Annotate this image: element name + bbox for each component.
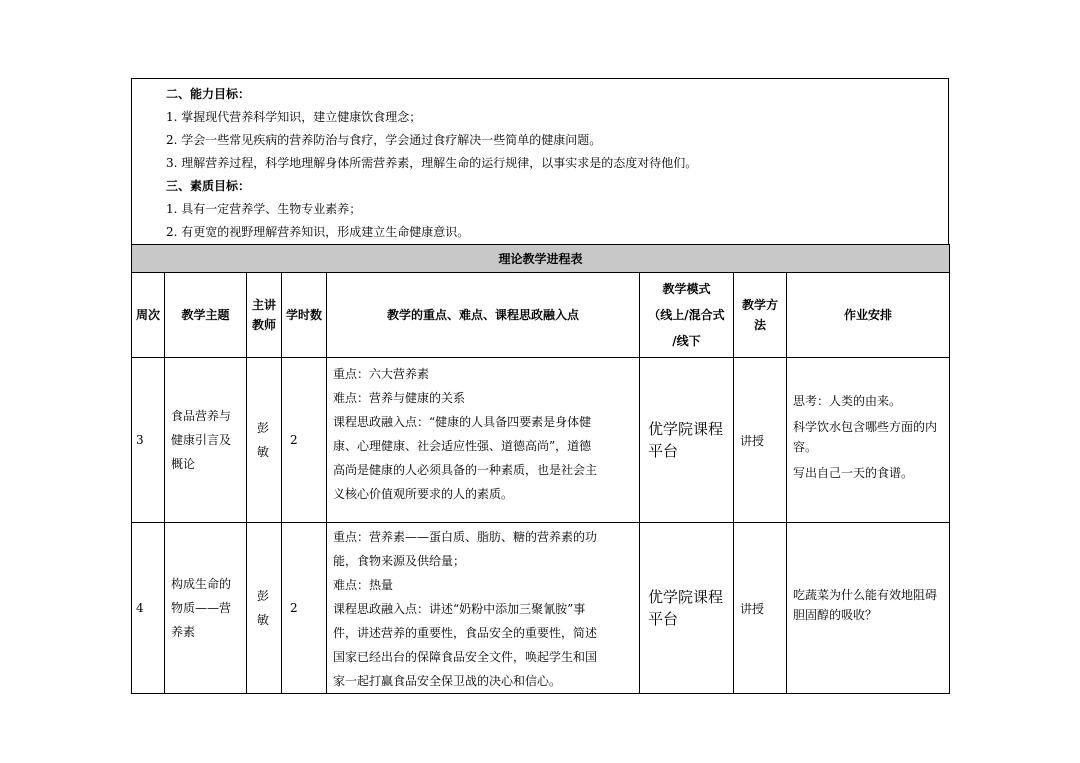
homework-line: 写出自己一天的食谱。 (793, 466, 914, 480)
focus-line: 件，讲述营养的重要性，食品安全的重要性，简述 (333, 626, 598, 640)
cell-topic (165, 358, 247, 523)
topic-line: 养素 (171, 625, 196, 639)
header-method-line: 教学方 (741, 298, 778, 312)
header-method-line: 法 (753, 318, 766, 332)
cell-week: 4 (132, 523, 165, 694)
cell-method: 讲授 (734, 523, 787, 694)
header-mode-line: /线下 (672, 334, 701, 348)
ability-heading: 二、能力目标： (166, 87, 251, 101)
header-focus: 教学的重点、难点、课程思政融入点 (327, 273, 640, 358)
cell-topic (165, 523, 247, 694)
cell-focus (327, 523, 640, 694)
table-banner: 理论教学进程表 (132, 245, 950, 273)
focus-line: 康、心理健康、社会适应性强、道德高尚”，道德 (333, 439, 592, 453)
mode-line: 优学院课程 (648, 588, 724, 606)
topic-line: 食品营养与 (171, 409, 232, 423)
cell-homework (787, 358, 950, 523)
header-teacher-line: 主讲 (251, 298, 276, 312)
header-mode-line: 教学模式 (662, 282, 711, 296)
schedule-table (131, 244, 950, 694)
header-week: 周次 (132, 273, 165, 358)
table-header-row (132, 273, 950, 358)
teacher-line: 彭 (257, 421, 270, 435)
header-homework: 作业安排 (787, 273, 950, 358)
mode-line: 优学院课程 (648, 420, 724, 438)
cell-mode (640, 358, 734, 523)
header-method (734, 273, 787, 358)
teacher-line: 敏 (257, 613, 270, 627)
mode-line: 平台 (648, 610, 679, 628)
table-row (132, 523, 950, 694)
topic-line: 构成生命的 (171, 577, 232, 591)
quality-heading: 三、素质目标： (166, 179, 251, 193)
homework-line: 吃蔬菜为什么能有效地阻碍胆固醇的吸收？ (793, 588, 938, 622)
focus-line: 课程思政融入点：“健康的人具备四要素是身体健 (333, 415, 592, 429)
ability-item: 3. 理解营养过程，科学地理解身体所需营养素，理解生命的运行规律，以事实求是的态度对待他们。 (166, 156, 698, 170)
topic-line: 物质——营 (171, 601, 232, 615)
focus-line: 能，食物来源及供给量； (333, 554, 466, 568)
focus-line: 高尚是健康的人必须具备的一种素质，也是社会主 (333, 463, 598, 477)
homework-line: 科学饮水包含哪些方面的内容。 (793, 420, 938, 454)
quality-item: 2. 有更宽的视野理解营养知识，形成建立生命健康意识。 (166, 225, 470, 239)
header-teacher-line: 教师 (251, 318, 276, 332)
cell-teacher (247, 358, 282, 523)
cell-homework (787, 523, 950, 694)
header-mode (640, 273, 734, 358)
teacher-line: 彭 (257, 589, 270, 603)
header-topic: 教学主题 (165, 273, 247, 358)
topic-line: 健康引言及 (171, 433, 232, 447)
focus-line: 难点：热量 (333, 578, 394, 592)
cell-hours: 2 (282, 358, 327, 523)
ability-item: 2. 学会一些常见疾病的营养防治与食疗，学会通过食疗解决一些简单的健康问题。 (166, 133, 602, 147)
ability-item: 1. 掌握现代营养科学知识，建立健康饮食理念； (166, 110, 422, 124)
mode-line: 平台 (648, 442, 679, 460)
header-teacher (247, 273, 282, 358)
header-mode-line: （线上/混合式 (648, 308, 725, 322)
focus-line: 重点：六大营养素 (333, 367, 430, 381)
goals-section (131, 78, 949, 244)
topic-line: 概论 (171, 457, 196, 471)
focus-line: 难点：营养与健康的关系 (333, 391, 466, 405)
cell-teacher (247, 523, 282, 694)
cell-hours: 2 (282, 523, 327, 694)
homework-line: 思考：人类的由来。 (793, 394, 902, 408)
cell-focus (327, 358, 640, 523)
document-page (131, 78, 949, 694)
table-row (132, 358, 950, 523)
focus-line: 国家已经出台的保障食品安全文件，唤起学生和国 (333, 650, 598, 664)
cell-method: 讲授 (734, 358, 787, 523)
teacher-line: 敏 (257, 445, 270, 459)
cell-week: 3 (132, 358, 165, 523)
header-hours: 学时数 (282, 273, 327, 358)
focus-line: 家一起打赢食品安全保卫战的决心和信心。 (333, 674, 562, 688)
cell-mode (640, 523, 734, 694)
focus-line: 义核心价值观所要求的人的素质。 (333, 487, 514, 501)
focus-line: 课程思政融入点：讲述“奶粉中添加三聚氰胺”事 (333, 602, 586, 616)
quality-item: 1. 具有一定营养学、生物专业素养； (166, 202, 362, 216)
focus-line: 重点：营养素——蛋白质、脂肪、糖的营养素的功 (333, 530, 598, 544)
